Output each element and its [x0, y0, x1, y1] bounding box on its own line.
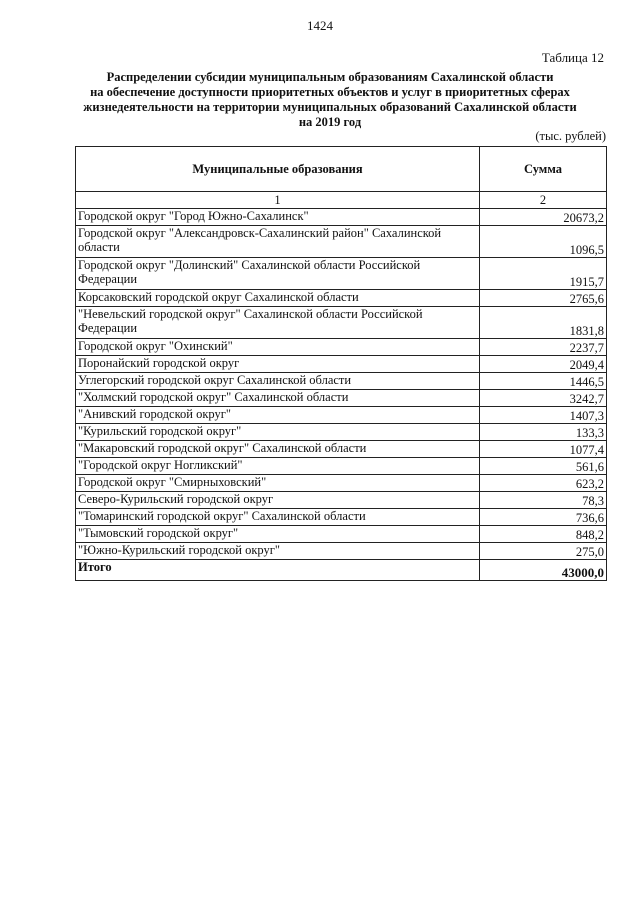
municipality-name: Поронайский городской округ	[76, 356, 480, 373]
amount-value: 561,6	[480, 458, 607, 475]
amount-value: 1446,5	[480, 373, 607, 390]
table-row	[76, 226, 607, 258]
column-number: 2	[480, 192, 607, 209]
table-row	[76, 258, 607, 290]
municipality-name: Городской округ "Александровск-Сахалинский район" Сахалинской области	[76, 226, 480, 258]
amount-value: 1077,4	[480, 441, 607, 458]
table-row	[76, 290, 607, 307]
column-number: 1	[76, 192, 480, 209]
amount-value: 1407,3	[480, 407, 607, 424]
header-municipalities: Муниципальные образования	[76, 147, 480, 192]
table-body	[76, 209, 607, 560]
table-row	[76, 526, 607, 543]
table-row	[76, 307, 607, 339]
table-row	[76, 209, 607, 226]
page-number: 1424	[307, 18, 333, 33]
municipality-name: "Городской округ Ногликский"	[76, 458, 480, 475]
table-row	[76, 475, 607, 492]
municipality-name: "Невельский городской округ" Сахалинской области Российской Федерации	[76, 307, 480, 339]
table-row	[76, 492, 607, 509]
municipality-name: "Анивский городской округ"	[76, 407, 480, 424]
amount-value: 1915,7	[480, 258, 607, 290]
amount-value: 2049,4	[480, 356, 607, 373]
table-row	[76, 390, 607, 407]
amount-value: 20673,2	[480, 209, 607, 226]
table-row	[76, 458, 607, 475]
table-row	[76, 543, 607, 560]
municipality-name: "Курильский городской округ"	[76, 424, 480, 441]
amount-value: 736,6	[480, 509, 607, 526]
municipality-name: Городской округ "Город Южно-Сахалинск"	[76, 209, 480, 226]
amount-value: 78,3	[480, 492, 607, 509]
title-line: жизнедеятельности на территории муниципальных образований Сахалинской области	[83, 100, 577, 114]
amount-value: 275,0	[480, 543, 607, 560]
municipality-name: "Холмский городской округ" Сахалинской области	[76, 390, 480, 407]
municipality-name: Городской округ "Долинский" Сахалинской области Российской Федерации	[76, 258, 480, 290]
table-row	[76, 509, 607, 526]
amount-value: 3242,7	[480, 390, 607, 407]
header-amount: Сумма	[480, 147, 607, 192]
municipality-name: Северо-Курильский городской округ	[76, 492, 480, 509]
amount-value: 848,2	[480, 526, 607, 543]
units-label: (тыс. рублей)	[535, 129, 606, 143]
title-line: Распределении субсидии муниципальным образованиям Сахалинской области	[106, 70, 554, 84]
table-row	[76, 407, 607, 424]
total-value: 43000,0	[480, 560, 607, 581]
document-title	[40, 70, 620, 130]
title-line: на 2019 год	[298, 115, 362, 129]
amount-value: 2765,6	[480, 290, 607, 307]
table-row	[76, 356, 607, 373]
municipality-name: "Томаринский городской округ" Сахалинской области	[76, 509, 480, 526]
total-row	[76, 560, 607, 581]
municipality-name: Городской округ "Охинский"	[76, 339, 480, 356]
amount-value: 2237,7	[480, 339, 607, 356]
amount-value: 1831,8	[480, 307, 607, 339]
municipality-name: Городской округ "Смирныховский"	[76, 475, 480, 492]
municipality-name: "Южно-Курильский городской округ"	[76, 543, 480, 560]
table-row	[76, 373, 607, 390]
municipality-name: Углегорский городской округ Сахалинской области	[76, 373, 480, 390]
amount-value: 133,3	[480, 424, 607, 441]
subsidy-table	[75, 146, 607, 581]
amount-value: 1096,5	[480, 226, 607, 258]
title-line: на обеспечение доступности приоритетных объектов и услуг в приоритетных сферах	[90, 85, 570, 99]
municipality-name: Корсаковский городской округ Сахалинской области	[76, 290, 480, 307]
amount-value: 623,2	[480, 475, 607, 492]
table-row	[76, 339, 607, 356]
total-label: Итого	[76, 560, 480, 581]
table-row	[76, 424, 607, 441]
table-label: Таблица 12	[541, 50, 604, 65]
municipality-name: "Тымовский городской округ"	[76, 526, 480, 543]
municipality-name: "Макаровский городской округ" Сахалинской области	[76, 441, 480, 458]
table-row	[76, 441, 607, 458]
